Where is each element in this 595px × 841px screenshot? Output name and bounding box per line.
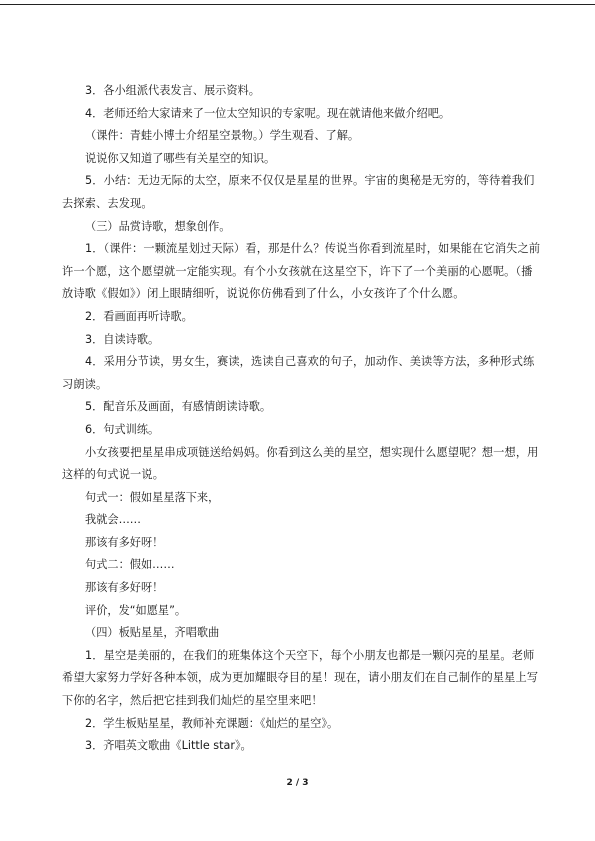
section-heading-3: （三）品赏诗歌，想象创作。 [85, 219, 231, 233]
paragraph-read-methods: 4．采用分节读，男女生，赛读，选读自己喜欢的句子，加动作、美读等方法，多种形式练习朗读。 [62, 355, 535, 391]
paragraph-necklace-wish: 小女孩要把星星串成项链送给妈妈。你看到这么美的星空，想实现什么愿望呢？想一想，用这样的句式说一说。 [62, 445, 539, 482]
paragraph-evaluation: 评价，发“如愿星”。 [85, 603, 187, 617]
paragraph-self-read: 3．自读诗歌。 [85, 332, 160, 346]
pattern-one-line-3: 那该有多好呀！ [85, 535, 164, 549]
paragraph-courseware-frog: （课件：青蛙小博士介绍星空景物。）学生观看、了解。 [85, 129, 360, 143]
document-body [62, 80, 542, 758]
paragraph-sing-song: 3．齐唱英文歌曲《Little star》。 [85, 739, 252, 753]
paragraph-music-reading: 5．配音乐及画面，有感情朗读诗歌。 [85, 400, 272, 414]
pattern-one-line-1: 句式一：假如星星落下来， [85, 490, 220, 504]
paragraph-meteor-wish: 1．（课件：一颗流星划过天际）看，那是什么？传说当你看到流星时，如果能在它消失之前许一个愿，这个愿望就一定能实现。有个小女孩就在这星空下，许下了一个美丽的心愿呢。（播放诗歌《假如》）闭上眼睛细听，说说你仿佛看到了什么，小女孩许了个什么愿。 [62, 242, 541, 301]
page-number: 2 / 3 [286, 778, 309, 788]
paragraph-step-4-expert: 4．老师还给大家请来了一位太空知识的专家呢。现在就请他来做介绍吧。 [85, 106, 451, 120]
paragraph-star-class: 1．星空是美丽的，在我们的班集体这个天空下，每个小朋友也都是一颗闪亮的星星。老师希望大家努力学好各种本领，成为更加耀眼夺目的星！现在，请小朋友们在自己制作的星星上写下你的名字，然后把它挂到我们灿烂的星空里来吧！ [62, 648, 539, 708]
paragraph-listen-again: 2．看画面再听诗歌。 [85, 309, 193, 323]
paragraph-step-5-summary: 5．小结：无边无际的太空，原来不仅仅是星星的世界。宇宙的奥秘是无穷的，等待着我们去探索、去发现。 [62, 174, 535, 210]
top-border-rule [0, 4, 595, 5]
paragraph-step-3-group-report: 3．各小组派代表发言、展示资料。 [85, 84, 260, 97]
pattern-one-line-2: 我就会…… [85, 513, 141, 527]
pattern-two-line-2: 那该有多好呀！ [85, 581, 164, 595]
paragraph-sentence-training: 6．句式训练。 [85, 422, 160, 436]
paragraph-board-stars: 2．学生板贴星星，教师补充课题：《灿烂的星空》。 [85, 716, 339, 730]
paragraph-talk-knowledge: 说说你又知道了哪些有关星空的知识。 [85, 151, 276, 165]
section-heading-4: （四）板贴星星，齐唱歌曲 [85, 626, 220, 640]
pattern-two-line-1: 句式二：假如…… [85, 558, 175, 572]
